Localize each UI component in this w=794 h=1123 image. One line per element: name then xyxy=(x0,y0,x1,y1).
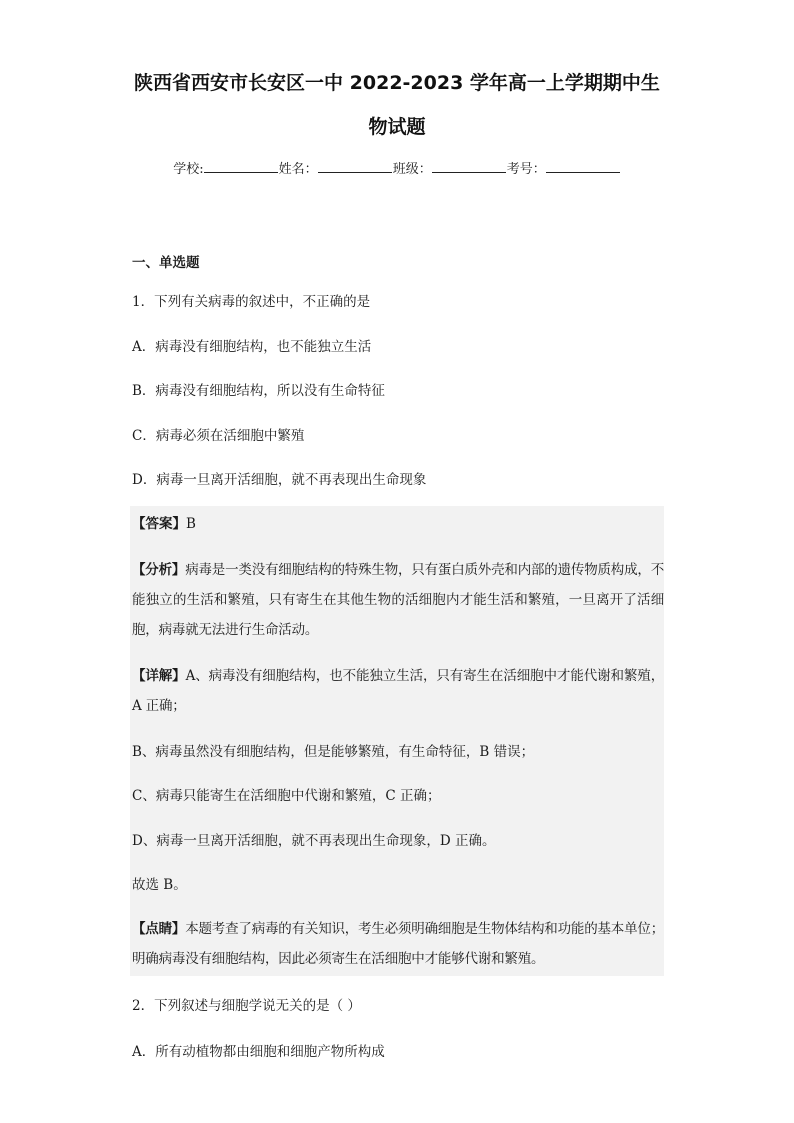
comment-label: 【点睛】 xyxy=(132,921,186,937)
detail-line-conclusion: 故选 B。 xyxy=(132,877,187,893)
answer-value: B xyxy=(186,516,196,532)
question-1-stem: 1．下列有关病毒的叙述中，不正确的是 xyxy=(132,294,371,310)
class-label: 班级： xyxy=(392,162,432,177)
detail-paragraph xyxy=(132,661,664,721)
student-info-row xyxy=(0,158,794,177)
number-blank[interactable] xyxy=(546,160,620,173)
answer-line xyxy=(132,514,662,534)
name-label: 姓名： xyxy=(278,162,318,177)
school-label: 学校: xyxy=(173,162,204,177)
analysis-text: 病毒是一类没有细胞结构的特殊生物，只有蛋白质外壳和内部的遗传物质构成，不能独立的生活和繁殖，只有寄生在其他生物的活细胞内才能生活和繁殖，一旦离开了活细胞，病毒就无法进行生命活动。 xyxy=(132,562,665,638)
question-2-option-a: A．所有动植物都由细胞和细胞产物所构成 xyxy=(132,1044,385,1060)
analysis-paragraph xyxy=(132,555,664,645)
analysis-label: 【分析】 xyxy=(132,562,186,578)
detail-line-d: D、病毒一旦离开活细胞，就不再表现出生命现象，D 正确。 xyxy=(132,833,496,849)
question-1-option-c: C．病毒必须在活细胞中繁殖 xyxy=(132,428,305,444)
question-2-stem: 2．下列叙述与细胞学说无关的是（ ） xyxy=(132,998,361,1014)
detail-text: A、病毒没有细胞结构，也不能独立生活，只有寄生在活细胞中才能代谢和繁殖，A 正确； xyxy=(132,668,664,714)
answer-label: 【答案】 xyxy=(132,516,186,532)
document-title-line1: 陕西省西安市长安区一中 2022-2023 学年高一上学期期中生 xyxy=(134,72,660,94)
comment-paragraph xyxy=(132,914,664,974)
class-blank[interactable] xyxy=(432,160,506,173)
section-heading: 一、单选题 xyxy=(132,255,200,271)
detail-line-b: B、病毒虽然没有细胞结构，但是能够繁殖，有生命特征，B 错误； xyxy=(132,744,535,760)
question-1-option-a: A．病毒没有细胞结构，也不能独立生活 xyxy=(132,339,372,355)
comment-text: 本题考查了病毒的有关知识，考生必须明确细胞是生物体结构和功能的基本单位；明确病毒没有细胞结构，因此必须寄生在活细胞中才能够代谢和繁殖。 xyxy=(132,921,665,967)
question-1-option-b: B．病毒没有细胞结构，所以没有生命特征 xyxy=(132,383,385,399)
detail-line-c: C、病毒只能寄生在活细胞中代谢和繁殖，C 正确； xyxy=(132,788,441,804)
detail-label: 【详解】 xyxy=(132,668,186,684)
name-blank[interactable] xyxy=(318,160,392,173)
document-title-line2: 物试题 xyxy=(368,116,426,138)
question-1-option-d: D．病毒一旦离开活细胞，就不再表现出生命现象 xyxy=(132,472,427,488)
number-label: 考号： xyxy=(506,162,546,177)
school-blank[interactable] xyxy=(204,160,278,173)
